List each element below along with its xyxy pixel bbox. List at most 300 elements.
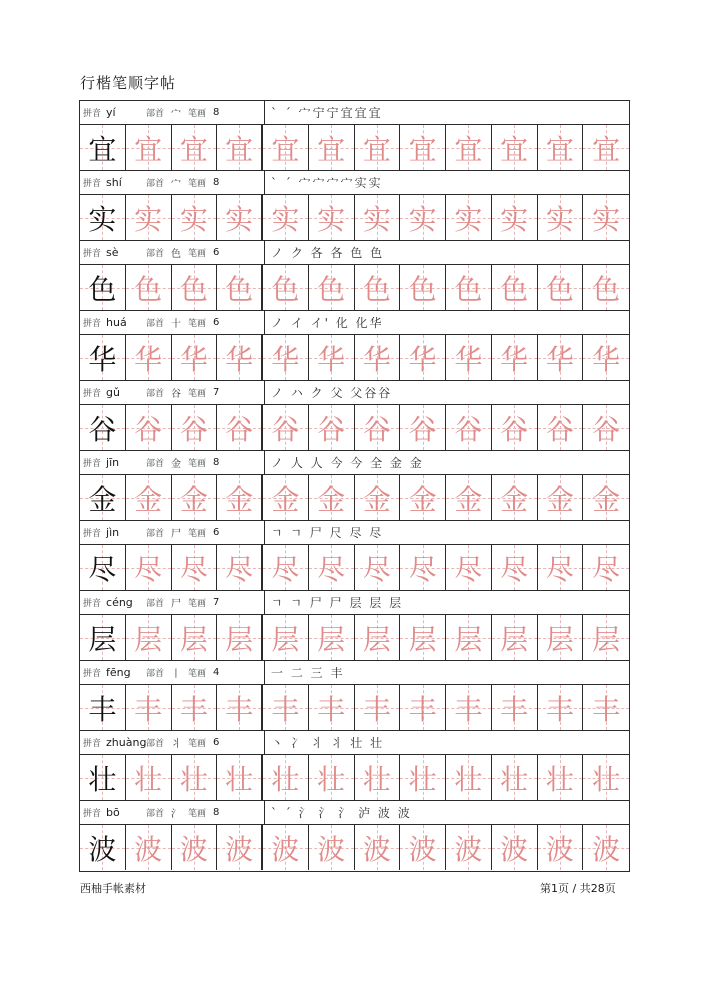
trace-character[interactable]	[446, 475, 492, 520]
trace-character[interactable]	[309, 755, 355, 800]
character-glyph: 华	[545, 342, 574, 376]
trace-character[interactable]	[538, 825, 584, 870]
trace-character[interactable]	[355, 125, 401, 170]
practice-row	[80, 195, 629, 241]
character-glyph: 丰	[271, 692, 300, 726]
practice-row	[80, 545, 629, 591]
radical-value: 宀	[171, 109, 182, 120]
character-glyph: 层	[317, 622, 346, 656]
trace-character[interactable]	[126, 475, 172, 520]
trace-character[interactable]	[355, 545, 401, 590]
character-entry	[80, 311, 629, 381]
trace-character[interactable]	[492, 685, 538, 730]
trace-character[interactable]	[492, 475, 538, 520]
character-glyph: 色	[408, 272, 437, 306]
pinyin-label: 拼音	[83, 529, 102, 539]
entry-meta	[80, 521, 265, 544]
trace-character[interactable]	[538, 615, 584, 660]
character-glyph: 华	[225, 342, 254, 376]
character-glyph: 壮	[88, 762, 117, 796]
character-glyph: 金	[408, 482, 437, 516]
character-glyph: 壮	[500, 762, 529, 796]
trace-character[interactable]	[309, 475, 355, 520]
trace-character[interactable]	[126, 545, 172, 590]
entry-info-row	[80, 311, 629, 335]
pinyin-value: jìn	[106, 526, 120, 539]
stroke-order: ノ ク 各 各 色 色	[271, 246, 385, 260]
character-glyph: 波	[317, 832, 346, 866]
trace-character[interactable]	[309, 825, 355, 870]
stroke-count: 6	[213, 737, 220, 748]
character-glyph: 尽	[88, 552, 117, 586]
character-glyph: 华	[134, 342, 163, 376]
radical-label: 部首	[146, 529, 165, 539]
trace-character[interactable]	[355, 825, 401, 870]
trace-character[interactable]	[217, 195, 263, 240]
stroke-order: ` ˊ 宀宀宀宀实实	[271, 176, 383, 190]
character-glyph: 层	[408, 622, 437, 656]
trace-character[interactable]	[400, 615, 446, 660]
trace-character[interactable]	[400, 685, 446, 730]
radical-label: 部首	[146, 109, 165, 119]
trace-character[interactable]	[583, 475, 629, 520]
trace-character[interactable]	[263, 475, 309, 520]
character-glyph: 壮	[408, 762, 437, 796]
character-glyph: 尽	[317, 552, 346, 586]
character-glyph: 层	[454, 622, 483, 656]
character-glyph: 谷	[317, 412, 346, 446]
footer-source: 西柚手帐素材	[80, 882, 146, 895]
character-glyph: 波	[500, 832, 529, 866]
trace-character[interactable]	[492, 125, 538, 170]
trace-character[interactable]	[446, 545, 492, 590]
trace-character[interactable]	[263, 125, 309, 170]
character-glyph: 谷	[271, 412, 300, 446]
character-glyph: 丰	[408, 692, 437, 726]
character-glyph: 实	[317, 202, 346, 236]
trace-character[interactable]	[172, 335, 218, 380]
trace-character[interactable]	[172, 265, 218, 310]
trace-character[interactable]	[263, 755, 309, 800]
character-glyph: 尽	[545, 552, 574, 586]
pinyin-label: 拼音	[83, 809, 102, 819]
character-glyph: 丰	[317, 692, 346, 726]
trace-character[interactable]	[583, 685, 629, 730]
trace-character[interactable]	[309, 405, 355, 450]
character-glyph: 色	[271, 272, 300, 306]
character-glyph: 金	[545, 482, 574, 516]
trace-character[interactable]	[538, 405, 584, 450]
trace-character[interactable]	[446, 685, 492, 730]
trace-character[interactable]	[263, 685, 309, 730]
character-glyph: 壮	[134, 762, 163, 796]
strokes-label: 笔画	[188, 459, 207, 469]
pinyin-label: 拼音	[83, 669, 102, 679]
character-glyph: 谷	[454, 412, 483, 446]
trace-character[interactable]	[309, 195, 355, 240]
trace-character[interactable]	[263, 195, 309, 240]
trace-character[interactable]	[172, 475, 218, 520]
character-glyph: 丰	[592, 692, 621, 726]
trace-character[interactable]	[400, 265, 446, 310]
trace-character[interactable]	[355, 475, 401, 520]
trace-character[interactable]	[446, 265, 492, 310]
radical-value: 丨	[171, 669, 182, 680]
trace-character[interactable]	[217, 405, 263, 450]
radical-value: 丬	[171, 739, 182, 750]
trace-character[interactable]	[538, 545, 584, 590]
model-character	[80, 125, 126, 170]
trace-character[interactable]	[263, 615, 309, 660]
character-glyph: 丰	[179, 692, 208, 726]
character-glyph: 尽	[454, 552, 483, 586]
trace-character[interactable]	[400, 195, 446, 240]
character-glyph: 实	[592, 202, 621, 236]
character-glyph: 色	[500, 272, 529, 306]
character-glyph: 尽	[362, 552, 391, 586]
character-glyph: 谷	[179, 412, 208, 446]
strokes-label: 笔画	[188, 389, 207, 399]
trace-character[interactable]	[217, 615, 263, 660]
radical-label: 部首	[146, 249, 165, 259]
character-glyph: 尽	[592, 552, 621, 586]
trace-character[interactable]	[446, 195, 492, 240]
trace-character[interactable]	[492, 335, 538, 380]
trace-character[interactable]	[355, 335, 401, 380]
character-glyph: 色	[362, 272, 391, 306]
trace-character[interactable]	[400, 475, 446, 520]
stroke-order: ㄱ ㄱ 尸 尺 尽 尽	[271, 526, 384, 540]
trace-character[interactable]	[263, 335, 309, 380]
entry-meta	[80, 451, 265, 474]
trace-character[interactable]	[583, 265, 629, 310]
character-glyph: 华	[592, 342, 621, 376]
trace-character[interactable]	[309, 545, 355, 590]
trace-character[interactable]	[263, 265, 309, 310]
entry-meta	[80, 381, 265, 404]
trace-character[interactable]	[583, 615, 629, 660]
character-entry	[80, 171, 629, 241]
trace-character[interactable]	[446, 615, 492, 660]
entry-meta	[80, 731, 265, 754]
character-glyph: 尽	[134, 552, 163, 586]
entry-info-row	[80, 591, 629, 615]
character-glyph: 波	[179, 832, 208, 866]
character-glyph: 丰	[225, 692, 254, 726]
character-glyph: 华	[271, 342, 300, 376]
trace-character[interactable]	[217, 125, 263, 170]
character-glyph: 尽	[179, 552, 208, 586]
character-glyph: 华	[362, 342, 391, 376]
trace-character[interactable]	[355, 755, 401, 800]
trace-character[interactable]	[172, 615, 218, 660]
character-glyph: 实	[271, 202, 300, 236]
character-glyph: 丰	[545, 692, 574, 726]
trace-character[interactable]	[217, 475, 263, 520]
trace-character[interactable]	[355, 685, 401, 730]
trace-character[interactable]	[309, 685, 355, 730]
trace-character[interactable]	[126, 125, 172, 170]
trace-character[interactable]	[446, 405, 492, 450]
trace-character[interactable]	[538, 195, 584, 240]
character-entry	[80, 731, 629, 801]
stroke-order: ノ イ イ' 化 化华	[271, 316, 384, 330]
character-glyph: 实	[500, 202, 529, 236]
character-glyph: 谷	[88, 412, 117, 446]
radical-value: 十	[171, 319, 182, 330]
character-glyph: 宜	[134, 132, 163, 166]
character-glyph: 色	[454, 272, 483, 306]
character-glyph: 色	[88, 272, 117, 306]
trace-character[interactable]	[446, 825, 492, 870]
trace-character[interactable]	[126, 195, 172, 240]
trace-character[interactable]	[538, 475, 584, 520]
trace-character[interactable]	[172, 685, 218, 730]
model-character	[80, 335, 126, 380]
trace-character[interactable]	[583, 825, 629, 870]
trace-character[interactable]	[583, 335, 629, 380]
character-glyph: 谷	[225, 412, 254, 446]
character-glyph: 金	[362, 482, 391, 516]
character-glyph: 华	[317, 342, 346, 376]
trace-character[interactable]	[583, 125, 629, 170]
trace-character[interactable]	[172, 545, 218, 590]
trace-character[interactable]	[355, 615, 401, 660]
radical-value: 氵	[171, 809, 182, 820]
trace-character[interactable]	[583, 195, 629, 240]
trace-character[interactable]	[355, 405, 401, 450]
radical-label: 部首	[146, 669, 165, 679]
trace-character[interactable]	[400, 545, 446, 590]
pinyin-value: shí	[106, 176, 122, 189]
pinyin-label: 拼音	[83, 179, 102, 189]
pinyin-label: 拼音	[83, 319, 102, 329]
radical-value: 金	[171, 459, 182, 470]
trace-character[interactable]	[217, 545, 263, 590]
radical-value: 谷	[171, 389, 182, 400]
character-glyph: 尽	[225, 552, 254, 586]
practice-row	[80, 405, 629, 451]
stroke-count: 7	[213, 597, 220, 608]
practice-row	[80, 615, 629, 661]
trace-character[interactable]	[400, 335, 446, 380]
trace-character[interactable]	[538, 125, 584, 170]
trace-character[interactable]	[217, 335, 263, 380]
entry-info-row	[80, 101, 629, 125]
character-glyph: 金	[88, 482, 117, 516]
trace-character[interactable]	[492, 545, 538, 590]
character-glyph: 宜	[362, 132, 391, 166]
entry-info-row	[80, 451, 629, 475]
stroke-count: 8	[213, 107, 220, 118]
stroke-count: 6	[213, 317, 220, 328]
character-glyph: 层	[179, 622, 208, 656]
trace-character[interactable]	[126, 825, 172, 870]
trace-character[interactable]	[126, 755, 172, 800]
pinyin-value: gǔ	[106, 386, 120, 399]
model-character	[80, 195, 126, 240]
character-glyph: 波	[408, 832, 437, 866]
character-glyph: 色	[134, 272, 163, 306]
radical-label: 部首	[146, 179, 165, 189]
trace-character[interactable]	[126, 405, 172, 450]
character-entry	[80, 101, 629, 171]
trace-character[interactable]	[400, 755, 446, 800]
character-glyph: 波	[454, 832, 483, 866]
trace-character[interactable]	[492, 195, 538, 240]
character-glyph: 华	[454, 342, 483, 376]
trace-character[interactable]	[446, 125, 492, 170]
character-glyph: 色	[317, 272, 346, 306]
pinyin-value: bō	[106, 806, 120, 819]
character-glyph: 实	[362, 202, 391, 236]
character-glyph: 宜	[88, 132, 117, 166]
model-character	[80, 265, 126, 310]
trace-character[interactable]	[172, 195, 218, 240]
character-glyph: 壮	[317, 762, 346, 796]
trace-character[interactable]	[492, 615, 538, 660]
trace-character[interactable]	[538, 755, 584, 800]
model-character	[80, 825, 126, 870]
character-glyph: 色	[545, 272, 574, 306]
trace-character[interactable]	[583, 405, 629, 450]
practice-grid	[79, 100, 630, 872]
trace-character[interactable]	[538, 685, 584, 730]
practice-row	[80, 335, 629, 381]
character-glyph: 金	[134, 482, 163, 516]
character-glyph: 色	[179, 272, 208, 306]
character-glyph: 壮	[362, 762, 391, 796]
trace-character[interactable]	[538, 265, 584, 310]
character-glyph: 华	[408, 342, 437, 376]
trace-character[interactable]	[263, 545, 309, 590]
entry-info-row	[80, 731, 629, 755]
pinyin-label: 拼音	[83, 249, 102, 259]
trace-character[interactable]	[492, 265, 538, 310]
trace-character[interactable]	[492, 405, 538, 450]
trace-character[interactable]	[355, 195, 401, 240]
trace-character[interactable]	[126, 335, 172, 380]
trace-character[interactable]	[583, 545, 629, 590]
model-character	[80, 615, 126, 660]
character-glyph: 实	[408, 202, 437, 236]
character-glyph: 金	[500, 482, 529, 516]
entry-info-row	[80, 521, 629, 545]
trace-character[interactable]	[263, 825, 309, 870]
character-glyph: 丰	[88, 692, 117, 726]
character-glyph: 谷	[134, 412, 163, 446]
entry-meta	[80, 101, 265, 124]
trace-character[interactable]	[583, 755, 629, 800]
character-glyph: 实	[179, 202, 208, 236]
pinyin-value: céng	[106, 596, 133, 609]
trace-character[interactable]	[400, 405, 446, 450]
character-glyph: 波	[592, 832, 621, 866]
pinyin-value: zhuàng	[106, 736, 147, 749]
trace-character[interactable]	[446, 755, 492, 800]
character-glyph: 华	[179, 342, 208, 376]
model-character	[80, 405, 126, 450]
entry-info-row	[80, 801, 629, 825]
character-glyph: 壮	[592, 762, 621, 796]
character-glyph: 波	[225, 832, 254, 866]
character-glyph: 层	[225, 622, 254, 656]
pinyin-value: sè	[106, 246, 119, 259]
trace-character[interactable]	[217, 825, 263, 870]
pinyin-label: 拼音	[83, 739, 102, 749]
trace-character[interactable]	[217, 755, 263, 800]
radical-label: 部首	[146, 809, 165, 819]
character-glyph: 宜	[225, 132, 254, 166]
trace-character[interactable]	[446, 335, 492, 380]
character-glyph: 金	[179, 482, 208, 516]
trace-character[interactable]	[309, 125, 355, 170]
strokes-label: 笔画	[188, 599, 207, 609]
entry-meta	[80, 171, 265, 194]
strokes-label: 笔画	[188, 529, 207, 539]
pinyin-value: fēng	[106, 666, 131, 679]
trace-character[interactable]	[309, 615, 355, 660]
trace-character[interactable]	[400, 125, 446, 170]
character-glyph: 丰	[362, 692, 391, 726]
character-glyph: 壮	[454, 762, 483, 796]
trace-character[interactable]	[126, 265, 172, 310]
character-glyph: 层	[271, 622, 300, 656]
character-glyph: 金	[592, 482, 621, 516]
trace-character[interactable]	[217, 685, 263, 730]
stroke-count: 6	[213, 527, 220, 538]
trace-character[interactable]	[172, 405, 218, 450]
character-glyph: 波	[362, 832, 391, 866]
character-glyph: 波	[545, 832, 574, 866]
character-glyph: 宜	[271, 132, 300, 166]
trace-character[interactable]	[126, 615, 172, 660]
radical-label: 部首	[146, 389, 165, 399]
practice-row	[80, 265, 629, 311]
trace-character[interactable]	[172, 755, 218, 800]
character-glyph: 壮	[179, 762, 208, 796]
trace-character[interactable]	[126, 685, 172, 730]
page-title: 行楷笔顺字帖	[80, 74, 177, 92]
character-glyph: 金	[317, 482, 346, 516]
character-glyph: 宜	[545, 132, 574, 166]
trace-character[interactable]	[492, 825, 538, 870]
trace-character[interactable]	[263, 405, 309, 450]
entry-meta	[80, 801, 265, 824]
trace-character[interactable]	[309, 335, 355, 380]
trace-character[interactable]	[355, 265, 401, 310]
character-glyph: 实	[88, 202, 117, 236]
trace-character[interactable]	[309, 265, 355, 310]
character-glyph: 实	[225, 202, 254, 236]
trace-character[interactable]	[172, 125, 218, 170]
character-glyph: 谷	[408, 412, 437, 446]
trace-character[interactable]	[400, 825, 446, 870]
trace-character[interactable]	[172, 825, 218, 870]
character-entry	[80, 241, 629, 311]
radical-label: 部首	[146, 739, 165, 749]
page-indicator: 第1页 / 共28页	[540, 882, 616, 895]
trace-character[interactable]	[538, 335, 584, 380]
practice-row	[80, 475, 629, 521]
character-glyph: 色	[225, 272, 254, 306]
trace-character[interactable]	[217, 265, 263, 310]
trace-character[interactable]	[492, 755, 538, 800]
character-glyph: 层	[592, 622, 621, 656]
strokes-label: 笔画	[188, 249, 207, 259]
character-glyph: 壮	[545, 762, 574, 796]
character-glyph: 谷	[592, 412, 621, 446]
